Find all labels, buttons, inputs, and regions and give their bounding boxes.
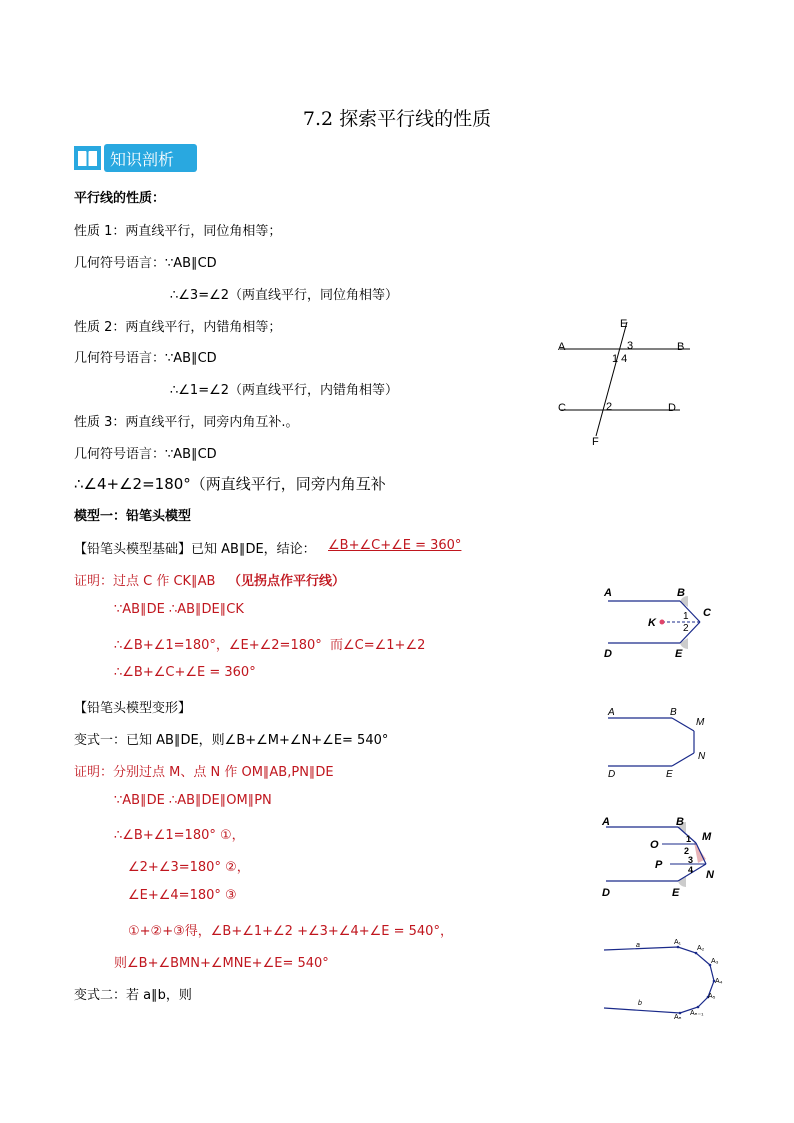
svg-text:A: A xyxy=(604,587,612,599)
svg-text:A₅: A₅ xyxy=(708,993,716,1000)
pencil-variant-heading: 【铅笔头模型变形】 xyxy=(74,701,192,716)
angle-1-4: 1 4 xyxy=(612,353,628,365)
property-3: 性质 3：两直线平行，同旁内角互补.。 xyxy=(74,415,299,430)
property-1: 性质 1：两直线平行，同位角相等； xyxy=(74,224,282,239)
proof-step-2b: 而∠C=∠1+∠2 xyxy=(330,638,426,653)
label-c: C xyxy=(558,402,566,414)
svg-text:P: P xyxy=(655,859,663,871)
point-k xyxy=(660,620,665,625)
svg-text:B: B xyxy=(670,707,677,718)
label-e: E xyxy=(620,318,628,330)
pencil-basic-figure xyxy=(600,582,730,662)
variant-proof-intro: 证明：分别过点 M、点 N 作 OM∥AB,PN∥DE xyxy=(74,765,334,780)
svg-text:B: B xyxy=(676,816,684,828)
symbol-language-3: 几何符号语言：∵AB∥CD xyxy=(74,447,217,462)
variant-proof-6: 则∠B+∠BMN+∠MNE+∠E= 540° xyxy=(114,956,329,971)
svg-text:E: E xyxy=(672,887,680,899)
proof-step-1: ∵AB∥DE ∴AB∥DE∥CK xyxy=(114,602,244,617)
variant-proof-5: ①+②+③得，∠B+∠1+∠2 +∠3+∠4+∠E = 540°， xyxy=(128,924,453,939)
variant-one: 变式一：已知 AB∥DE，则∠B+∠M+∠N+∠E= 540° xyxy=(74,733,389,748)
svg-text:Aₙ: Aₙ xyxy=(674,1014,682,1020)
proof-intro: 证明：过点 C 作 CK∥AB xyxy=(74,574,216,589)
svg-text:E: E xyxy=(666,769,673,780)
svg-text:N: N xyxy=(706,869,714,881)
pencil-basic-statement: 【铅笔头模型基础】已知 AB∥DE，结论： xyxy=(74,542,316,557)
svg-text:4: 4 xyxy=(688,865,694,875)
svg-text:D: D xyxy=(604,648,612,660)
svg-text:M: M xyxy=(702,831,712,843)
svg-text:A₃: A₃ xyxy=(711,958,719,965)
label-a: A xyxy=(558,341,566,353)
label-d: D xyxy=(668,402,676,414)
proof-hint: （见拐点作平行线） xyxy=(228,574,346,589)
svg-text:A₂: A₂ xyxy=(697,945,705,952)
svg-text:A₁: A₁ xyxy=(674,939,682,946)
svg-text:A₄: A₄ xyxy=(715,978,723,985)
pencil-basic-conclusion: ∠B+∠C+∠E = 360° xyxy=(328,538,462,553)
properties-heading: 平行线的性质： xyxy=(74,191,166,206)
svg-text:a: a xyxy=(636,942,640,949)
svg-text:3: 3 xyxy=(688,855,694,865)
page-title: 7.2 探索平行线的性质 xyxy=(302,108,492,130)
conclusion-1: ∴∠3=∠2（两直线平行，同位角相等） xyxy=(170,288,399,303)
variant-proof-2: ∴∠B+∠1=180° ①， xyxy=(114,828,245,843)
variant-two: 变式二：若 a∥b，则 xyxy=(74,988,192,1003)
svg-text:K: K xyxy=(648,617,656,629)
svg-text:D: D xyxy=(602,887,610,899)
label-b: B xyxy=(677,341,685,353)
svg-text:D: D xyxy=(608,769,616,780)
proof-step-2: ∴∠B+∠1=180°，∠E+∠2=180° xyxy=(114,638,322,653)
pencil-variant-aux-figure xyxy=(598,812,728,902)
pencil-multi-figure xyxy=(598,935,728,1020)
banner-label: 知识剖析 xyxy=(110,150,175,169)
model-one-heading: 模型一：铅笔头模型 xyxy=(74,509,192,524)
variant-proof-4: ∠E+∠4=180° ③ xyxy=(128,888,237,903)
angle-3: 3 xyxy=(627,340,634,352)
svg-text:B: B xyxy=(677,587,685,599)
svg-text:M: M xyxy=(696,717,705,728)
svg-text:1: 1 xyxy=(683,611,689,622)
variant-proof-1: ∵AB∥DE ∴AB∥DE∥OM∥PN xyxy=(114,793,272,808)
variant-proof-3: ∠2+∠3=180° ②， xyxy=(128,860,250,875)
proof-step-3: ∴∠B+∠C+∠E = 360° xyxy=(114,665,256,680)
symbol-language-2: 几何符号语言：∵AB∥CD xyxy=(74,351,217,366)
svg-text:N: N xyxy=(698,751,706,762)
svg-text:2: 2 xyxy=(683,623,689,634)
svg-text:Aₙ₋₁: Aₙ₋₁ xyxy=(690,1010,704,1017)
svg-text:C: C xyxy=(703,607,711,619)
svg-text:1: 1 xyxy=(686,834,692,844)
parallel-lines-figure xyxy=(550,312,700,452)
svg-text:A: A xyxy=(608,707,615,718)
property-2: 性质 2：两直线平行，内错角相等； xyxy=(74,320,282,335)
svg-text:A: A xyxy=(602,816,610,828)
symbol-language-1: 几何符号语言：∵AB∥CD xyxy=(74,256,217,271)
label-f: F xyxy=(592,436,599,448)
svg-text:O: O xyxy=(650,839,659,851)
pencil-variant-figure xyxy=(600,703,720,783)
svg-text:2: 2 xyxy=(684,846,690,856)
section-banner xyxy=(74,144,197,172)
book-icon xyxy=(74,144,101,172)
line-ef xyxy=(596,322,627,436)
angle-2: 2 xyxy=(606,401,613,413)
conclusion-3: ∴∠4+∠2=180°（两直线平行，同旁内角互补 xyxy=(74,475,386,493)
svg-text:E: E xyxy=(675,648,683,660)
conclusion-2: ∴∠1=∠2（两直线平行，内错角相等） xyxy=(170,383,399,398)
svg-text:b: b xyxy=(638,1000,642,1007)
